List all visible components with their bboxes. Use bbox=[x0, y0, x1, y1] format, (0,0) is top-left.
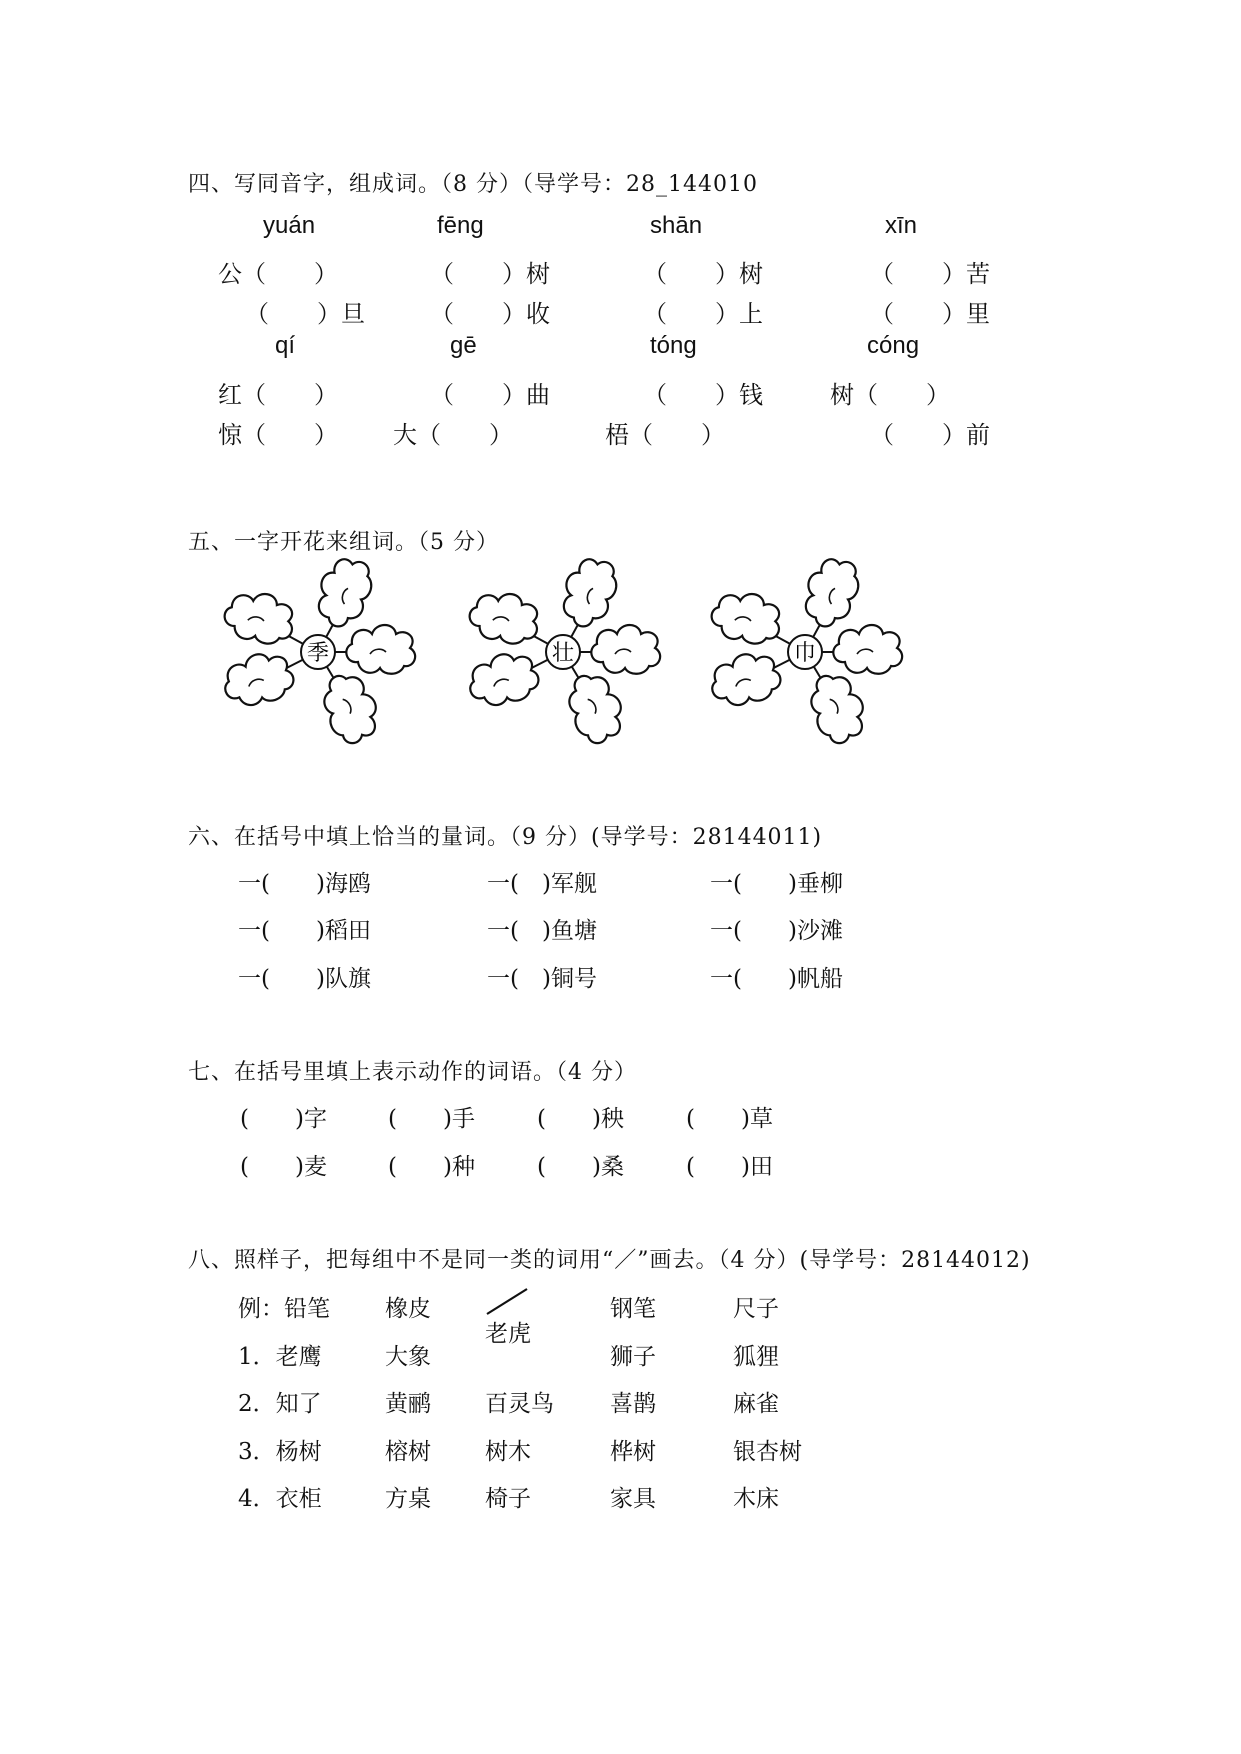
section-5-title: 五、一字开花来组词。（5 分） bbox=[188, 530, 499, 555]
flower-center-char: 壮 bbox=[551, 641, 575, 666]
word[interactable]: 方桌 bbox=[385, 1486, 431, 1512]
fill-blank[interactable]: （ ）上 bbox=[643, 300, 763, 328]
fill-blank[interactable]: 梧（ ） bbox=[605, 421, 725, 449]
fill-blank[interactable]: ( )桑 bbox=[537, 1154, 624, 1180]
pinyin: cóng bbox=[867, 332, 920, 359]
word[interactable]: 1．老鹰 bbox=[238, 1344, 322, 1370]
fill-blank[interactable]: ( )草 bbox=[686, 1106, 773, 1132]
fill-blank[interactable]: ( )秧 bbox=[537, 1106, 624, 1132]
fill-blank[interactable]: 一( )鱼塘 bbox=[487, 918, 597, 944]
fill-blank[interactable]: ( )麦 bbox=[240, 1154, 327, 1180]
fill-blank[interactable]: ( )田 bbox=[686, 1154, 773, 1180]
word[interactable]: 椅子 bbox=[485, 1486, 531, 1512]
section-4-title: 四、写同音字，组成词。（8 分）（导学号：28_144010 bbox=[188, 172, 758, 197]
section-8-title: 八、照样子，把每组中不是同一类的词用“／”画去。（4 分）(导学号：28144012) bbox=[188, 1248, 1031, 1273]
pinyin: yuán bbox=[263, 212, 316, 239]
word[interactable]: 木床 bbox=[733, 1486, 779, 1512]
fill-blank[interactable]: 一( )稻田 bbox=[238, 918, 371, 944]
flower-center-char: 季 bbox=[306, 641, 330, 666]
fill-blank[interactable]: （ ）树 bbox=[430, 260, 550, 288]
pinyin: tóng bbox=[650, 332, 697, 359]
word[interactable]: 3．杨树 bbox=[238, 1439, 322, 1465]
pinyin: qí bbox=[275, 332, 296, 359]
fill-blank[interactable]: （ ）钱 bbox=[643, 381, 763, 409]
fill-blank[interactable]: 惊（ ） bbox=[218, 421, 338, 449]
fill-blank[interactable]: 公（ ） bbox=[218, 260, 338, 288]
section-7-title: 七、在括号里填上表示动作的词语。（4 分） bbox=[188, 1060, 637, 1085]
fill-blank[interactable]: ( )种 bbox=[388, 1154, 475, 1180]
pinyin: fēng bbox=[437, 212, 484, 239]
word[interactable]: 家具 bbox=[610, 1486, 656, 1512]
fill-blank[interactable]: 一( )铜号 bbox=[487, 966, 597, 992]
word[interactable]: 榕树 bbox=[385, 1439, 431, 1465]
word: 橡皮 bbox=[385, 1296, 431, 1322]
word[interactable]: 银杏树 bbox=[733, 1439, 802, 1465]
flower-2 bbox=[463, 552, 660, 749]
fill-blank[interactable]: （ ）树 bbox=[643, 260, 763, 288]
pinyin: xīn bbox=[885, 212, 918, 239]
word: 老虎 bbox=[485, 1321, 531, 1347]
fill-blank[interactable]: 一( )帆船 bbox=[710, 966, 843, 992]
fill-blank[interactable]: 一( )军舰 bbox=[487, 871, 597, 897]
word: 例：铅笔 bbox=[238, 1296, 330, 1322]
word[interactable]: 桦树 bbox=[610, 1439, 656, 1465]
fill-blank[interactable]: （ ）里 bbox=[870, 300, 990, 328]
fill-blank[interactable]: （ ）前 bbox=[870, 421, 990, 449]
word[interactable]: 大象 bbox=[385, 1344, 431, 1370]
pinyin: shān bbox=[650, 212, 703, 239]
fill-blank[interactable]: 大（ ） bbox=[393, 421, 513, 449]
flower-1 bbox=[218, 552, 415, 749]
word[interactable]: 麻雀 bbox=[733, 1391, 779, 1417]
fill-blank[interactable]: 一( )海鸥 bbox=[238, 871, 371, 897]
word: 尺子 bbox=[733, 1296, 779, 1322]
word: 钢笔 bbox=[610, 1296, 656, 1322]
word[interactable]: 狐狸 bbox=[733, 1344, 779, 1370]
fill-blank[interactable]: ( )字 bbox=[240, 1106, 327, 1132]
flower-center-char: 巾 bbox=[793, 641, 817, 666]
strike-mark bbox=[487, 1289, 527, 1314]
fill-blank[interactable]: 树（ ） bbox=[830, 381, 950, 409]
word[interactable]: 喜鹊 bbox=[610, 1391, 656, 1417]
pinyin: gē bbox=[450, 332, 477, 359]
fill-blank[interactable]: （ ）收 bbox=[430, 300, 550, 328]
fill-blank[interactable]: 一( )沙滩 bbox=[710, 918, 843, 944]
fill-blank[interactable]: 一( )队旗 bbox=[238, 966, 371, 992]
fill-blank[interactable]: （ ）曲 bbox=[430, 381, 550, 409]
word[interactable]: 2．知了 bbox=[238, 1391, 322, 1417]
fill-blank[interactable]: 红（ ） bbox=[218, 381, 338, 409]
word[interactable]: 狮子 bbox=[610, 1344, 656, 1370]
section-6-title: 六、在括号中填上恰当的量词。（9 分）(导学号：28144011) bbox=[188, 825, 823, 850]
flower-3 bbox=[705, 552, 902, 749]
fill-blank[interactable]: ( )手 bbox=[388, 1106, 475, 1132]
word[interactable]: 4．衣柜 bbox=[238, 1486, 322, 1512]
fill-blank[interactable]: 一( )垂柳 bbox=[710, 871, 843, 897]
word[interactable]: 黄鹂 bbox=[385, 1391, 431, 1417]
word[interactable]: 百灵鸟 bbox=[485, 1391, 554, 1417]
fill-blank[interactable]: （ ）苦 bbox=[870, 260, 990, 288]
fill-blank[interactable]: （ ）旦 bbox=[245, 300, 365, 328]
word[interactable]: 树木 bbox=[485, 1439, 531, 1465]
